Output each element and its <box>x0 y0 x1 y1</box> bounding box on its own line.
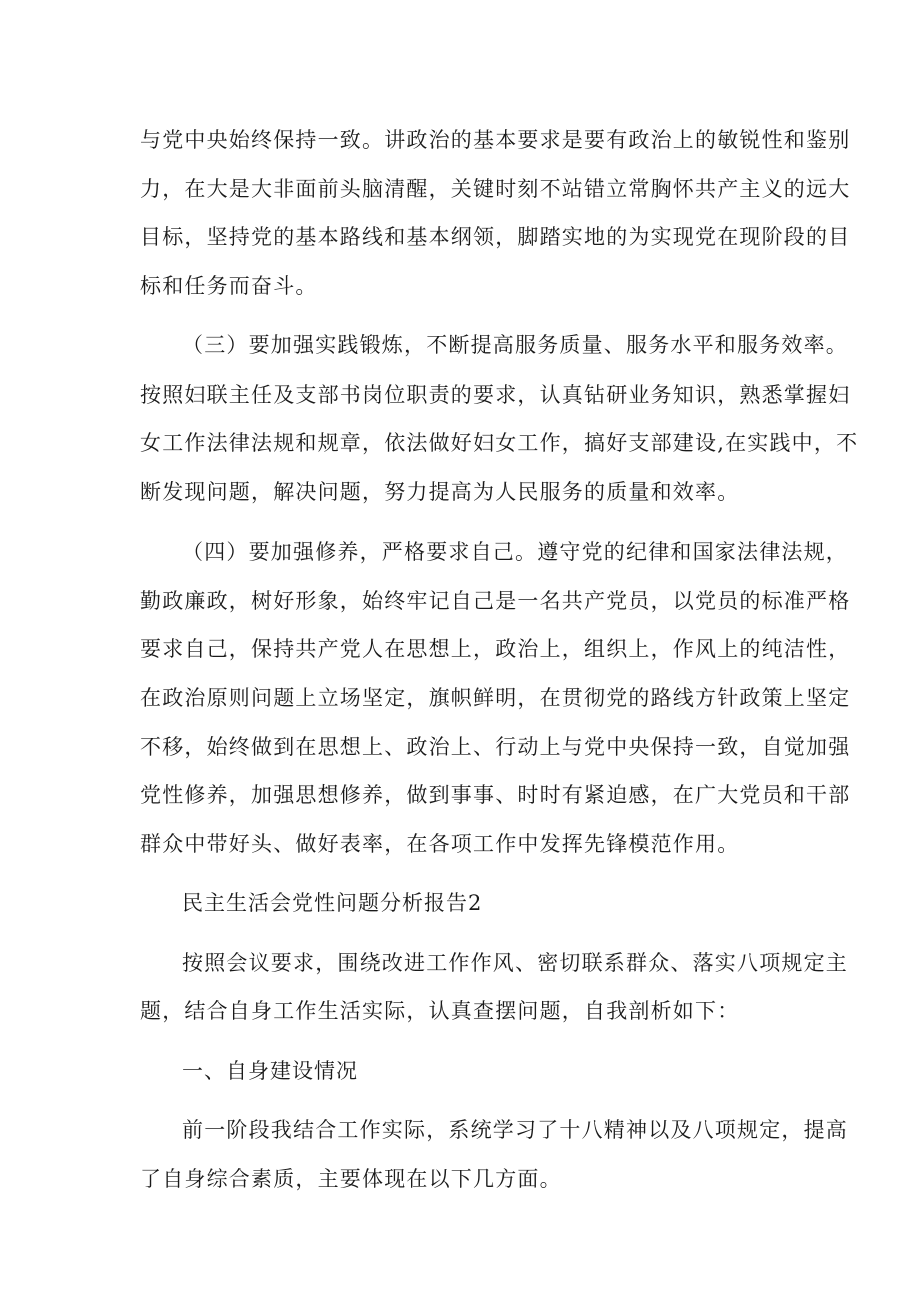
paragraph-line: 断发现问题，解决问题，努力提高为人民服务的质量和效率。 <box>140 480 740 504</box>
paragraph-line: 党性修养，加强思想修养，做到事事、时时有紧迫感，在广大党员和干部 <box>140 783 851 807</box>
paragraph-line: 女工作法律法规和规章，依法做好妇女工作，搞好支部建设,在实践中，不 <box>140 431 859 455</box>
paragraph-line: 前一阶段我结合工作实际，系统学习了十八精神以及八项规定，提高 <box>182 1118 848 1142</box>
paragraph-line: 要求自己，保持共产党人在思想上，政治上，组织上，作风上的纯洁性， <box>140 637 851 661</box>
report-title: 民主生活会党性问题分析报告2 <box>182 891 483 915</box>
paragraph-line: （四）要加强修养，严格要求自己。遵守党的纪律和国家法律法规， <box>182 540 848 564</box>
paragraph-line: 群众中带好头、做好表率，在各项工作中发挥先锋模范作用。 <box>140 832 740 856</box>
paragraph-line: （三）要加强实践锻炼，不断提高服务质量、服务水平和服务效率。 <box>182 333 848 357</box>
paragraph-line: 标和任务而奋斗。 <box>140 274 318 298</box>
paragraph-line: 了自身综合素质，主要体现在以下几方面。 <box>140 1167 562 1191</box>
paragraph-line: 力，在大是大非面前头脑清醒，关键时刻不站错立常胸怀共产主义的远大 <box>140 177 851 201</box>
paragraph-line: 题，结合自身工作生活实际，认真查摆问题，自我剖析如下： <box>140 999 740 1023</box>
paragraph-line: 与党中央始终保持一致。讲政治的基本要求是要有政治上的敏锐性和鉴别 <box>140 128 851 152</box>
paragraph-line: 勤政廉政，树好形象，始终牢记自己是一名共产党员，以党员的标准严格 <box>140 589 851 613</box>
paragraph-line: 目标，坚持党的基本路线和基本纲领，脚踏实地的为实现党在现阶段的目 <box>140 225 851 249</box>
paragraph-line: 不移，始终做到在思想上、政治上、行动上与党中央保持一致，自觉加强 <box>140 735 851 759</box>
paragraph-line: 按照会议要求，围绕改进工作作风、密切联系群众、落实八项规定主 <box>182 951 848 975</box>
paragraph-line: 按照妇联主任及支部书岗位职责的要求，认真钻研业务知识，熟悉掌握妇 <box>140 383 851 407</box>
section-heading: 一、自身建设情况 <box>182 1059 358 1083</box>
paragraph-line: 在政治原则问题上立场坚定，旗帜鲜明，在贯彻党的路线方针政策上坚定 <box>140 686 851 710</box>
